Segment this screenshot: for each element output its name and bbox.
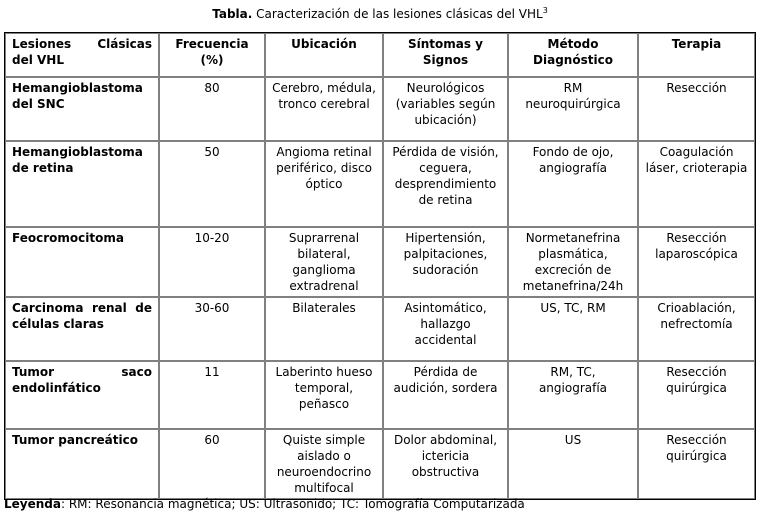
cell-ubicacion: Angioma retinal periférico, disco óptico: [265, 141, 383, 227]
cell-sintomas: Hipertensión, palpitaciones, sudoración: [383, 227, 508, 297]
legend-label: Leyenda: [4, 497, 61, 511]
header-diagnostico: Método Diagnóstico: [508, 33, 638, 77]
cell-lesion: Hemangioblastoma de retina: [5, 141, 159, 227]
cell-diagnostico: Normetanefrina plasmática, excreción de metanefrina/24h: [508, 227, 638, 297]
cell-ubicacion: Suprarrenal bilateral, ganglioma extradrenal: [265, 227, 383, 297]
cell-terapia: Resección quirúrgica: [638, 361, 755, 429]
table-row: [5, 77, 755, 141]
cell-terapia: Crioablación, nefrectomía: [638, 297, 755, 361]
cell-diagnostico: US, TC, RM: [508, 297, 638, 361]
table-caption: [0, 6, 760, 22]
cell-lesion: Tumor pancreático: [5, 429, 159, 499]
cell-frecuencia: 60: [159, 429, 265, 499]
table-row: [5, 141, 755, 227]
cell-sintomas: Pérdida de visión, ceguera, desprendimiento de retina: [383, 141, 508, 227]
table-row: [5, 361, 755, 429]
legend-text: : RM: Resonancia magnética; US: Ultrasonido; TC: Tomografía Computarizada: [60, 497, 525, 511]
cell-frecuencia: 50: [159, 141, 265, 227]
header-frecuencia: Frecuencia (%): [159, 33, 265, 77]
cell-diagnostico: US: [508, 429, 638, 499]
cell-sintomas: Dolor abdominal, ictericia obstructiva: [383, 429, 508, 499]
cell-ubicacion: Laberinto hueso temporal, peñasco: [265, 361, 383, 429]
cell-terapia: Resección laparoscópica: [638, 227, 755, 297]
caption-text: Caracterización de las lesiones clásicas del VHL: [252, 7, 543, 21]
cell-terapia: Resección: [638, 77, 755, 141]
cell-lesion: Feocromocitoma: [5, 227, 159, 297]
vhl-lesions-table: [4, 32, 756, 500]
caption-reference: 3: [542, 6, 548, 15]
header-sintomas: Síntomas y Signos: [383, 33, 508, 77]
cell-frecuencia: 80: [159, 77, 265, 141]
cell-diagnostico: RM, TC, angiografía: [508, 361, 638, 429]
table-header-row: [5, 33, 755, 77]
cell-sintomas: Pérdida de audición, sordera: [383, 361, 508, 429]
table-row: [5, 429, 755, 499]
table-row: [5, 227, 755, 297]
cell-frecuencia: 10-20: [159, 227, 265, 297]
cell-frecuencia: 11: [159, 361, 265, 429]
cell-ubicacion: Bilaterales: [265, 297, 383, 361]
cell-terapia: Coagulación láser, crioterapia: [638, 141, 755, 227]
header-ubicacion: Ubicación: [265, 33, 383, 77]
cell-lesion: Hemangioblastoma del SNC: [5, 77, 159, 141]
header-lesiones: Lesiones Clásicas del VHL: [5, 33, 159, 77]
cell-diagnostico: Fondo de ojo, angiografía: [508, 141, 638, 227]
cell-frecuencia: 30-60: [159, 297, 265, 361]
cell-diagnostico: RM neuroquirúrgica: [508, 77, 638, 141]
cell-sintomas: Asintomático, hallazgo accidental: [383, 297, 508, 361]
cell-lesion: Carcinoma renal de células claras: [5, 297, 159, 361]
caption-label: Tabla.: [212, 7, 253, 21]
table-legend: [4, 496, 525, 512]
cell-sintomas: Neurológicos (variables según ubicación): [383, 77, 508, 141]
cell-ubicacion: Cerebro, médula, tronco cerebral: [265, 77, 383, 141]
cell-terapia: Resección quirúrgica: [638, 429, 755, 499]
header-terapia: Terapia: [638, 33, 755, 77]
table-row: [5, 297, 755, 361]
cell-lesion: Tumor saco endolinfático: [5, 361, 159, 429]
cell-ubicacion: Quiste simple aislado o neuroendocrino multifocal: [265, 429, 383, 499]
